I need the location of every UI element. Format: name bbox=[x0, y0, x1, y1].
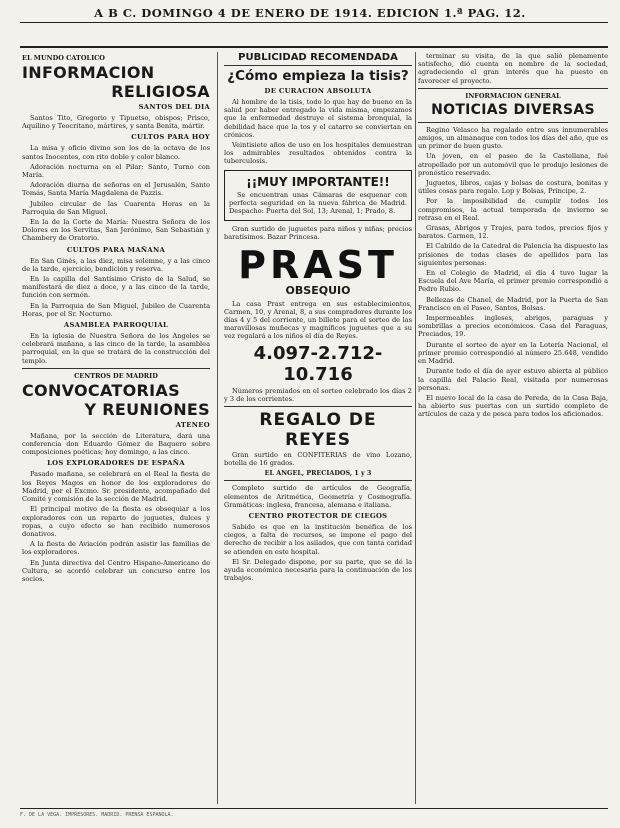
footer-rule bbox=[20, 808, 608, 809]
ad-paragraph: Gran surtido de juguetes para niños y niñas; precios baratísimos. Bazar Princesa. bbox=[224, 225, 412, 242]
article-paragraph: El Cabildo de la Catedral de Palencia ha dispuesto las prisiones de todas clases de apellidos para las siguientes personas: bbox=[418, 242, 608, 267]
section-title: Y REUNIONES bbox=[84, 399, 210, 419]
page-footer: F. DE LA VEGA. IMPRESORES. MADRID. PRENSA ESPAÑOLA. bbox=[20, 812, 174, 818]
article-paragraph: Adoración diurna de señoras en el Jerusalén, Santo Tomás, Santa María Magdalena de Pazzis. bbox=[22, 181, 210, 198]
section-title: NOTICIAS DIVERSAS bbox=[431, 101, 595, 118]
ad-paragraph: Veintisiete años de uso en los hospitales demuestran los admirables resultados obtenidos contra la tuberculosis. bbox=[224, 141, 412, 166]
article-paragraph: Un joven, en el paseo de la Castellana, fué atropellado por un automóvil que le produjo lesiones de pronóstico reservado. bbox=[418, 152, 608, 177]
header-rule bbox=[20, 46, 608, 48]
section-title: RELIGIOSA bbox=[111, 82, 210, 101]
article-paragraph: Durante el sorteo de ayer en la Lotería Nacional, el primer premio correspondió al número 25.648, vendido en Madrid. bbox=[418, 340, 608, 366]
ad-paragraph: Gran surtido en CONFITERIAS de vino Lozano, botella de 16 grados. bbox=[224, 451, 412, 468]
article-paragraph: Adoración nocturna en el Pilar: Santo, Turno con María. bbox=[22, 162, 210, 180]
article-paragraph: Jubileo circular de las Cuarenta Horas en la Parroquia de San Miguel. bbox=[22, 199, 210, 216]
divider bbox=[224, 406, 412, 407]
section-kicker: CENTROS DE MADRID bbox=[74, 371, 158, 380]
page-masthead: A B C. DOMINGO 4 DE ENERO DE 1914. EDICION 1.ª PAG. 12. bbox=[94, 6, 526, 20]
article-paragraph: La misa y oficio divino son los de la octava de los santos Inocentes, con rito doble y color blanco. bbox=[22, 144, 210, 161]
article-paragraph: El principal motivo de la fiesta es obsequiar a los exploradores con un reparto de juguetes, dulces y ropas, a cuyo efecto se han recibido numerosos donativos. bbox=[22, 505, 210, 538]
section-title: CONVOCATORIAS bbox=[22, 380, 180, 400]
column-divider-1 bbox=[217, 52, 218, 804]
ad-paragraph: Completo surtido de artículos de Geografía, elementos de Aritmética, Geometría y Cosmografía. Gramáticas: inglesa, francesa, alemana e italiana. bbox=[224, 484, 412, 509]
article-paragraph: Por la imposibilidad de cumplir todos los compromisos, la actual temporada de invierno se retrasa en el Real. bbox=[418, 197, 608, 222]
article-paragraph: En la capilla del Santísimo Cristo de la Salud, se manifestará de diez a doce, y a las cinco de la tarde, función con sermón. bbox=[22, 275, 210, 300]
ad-box bbox=[224, 170, 412, 222]
subheading: SANTOS DEL DIA bbox=[138, 103, 210, 111]
section-title: INFORMACION bbox=[22, 63, 155, 82]
divider bbox=[418, 122, 608, 123]
section-kicker: EL MUNDO CATOLICO bbox=[22, 54, 105, 62]
article-paragraph: A la fiesta de Aviación podrán asistir las familias de los exploradores. bbox=[22, 540, 210, 557]
subheading: CULTOS PARA MAÑANA bbox=[66, 245, 166, 254]
article-paragraph: Juguetes, libros, cajas y bolsas de costura, bonitas y útiles cosas para regalo. Lop y Bolsas, Principe, 2. bbox=[418, 179, 608, 196]
ad-headline: ¿Cómo empieza la tisis? bbox=[227, 68, 409, 84]
article-paragraph: Mañana, por la sección de Literatura, dará una conferencia don Eduardo Gómez de Baquero sobre composiciones poéticas; hoy domingo, a las cinco. bbox=[22, 431, 210, 457]
ad-paragraph: Se encuentran unas Cámaras de esquenar con perfecta seguridad en la nueva fábrica de Madrid. Despacho: Puerta del Sol, 13; Arenal, 1; Prado, 8. bbox=[229, 190, 407, 216]
article-paragraph: En San Ginés, a las diez, misa solemne, y a las cinco de la tarde, ejercicio, bendición y reserva. bbox=[22, 256, 210, 273]
article-paragraph: Durante todo el día de ayer estuvo abierta al público la capilla del Palacio Real, visitada por numerosas personas. bbox=[418, 367, 608, 392]
subheading: DE CURACION ABSOLUTA bbox=[264, 87, 372, 95]
masthead-rule bbox=[20, 22, 608, 23]
article-paragraph: En la Parroquia de San Miguel, Jubileo de Cuarenta Horas, por el Sr. Nocturno. bbox=[22, 301, 210, 318]
prast-logo: PRAST bbox=[238, 242, 398, 287]
section-kicker: INFORMACION GENERAL bbox=[465, 91, 561, 100]
article-paragraph: En el Colegio de Madrid, el día 4 tuvo lugar la Escuela del Ave María, el primer premio correspondió a Pedro Rubio. bbox=[418, 269, 608, 294]
lottery-numbers: 4.097-2.712-10.716 bbox=[253, 342, 383, 385]
column-general-news bbox=[418, 52, 608, 804]
prast-subtitle: OBSEQUIO bbox=[285, 283, 351, 297]
ad-headline: REGALO DE REYES bbox=[259, 410, 377, 451]
section-kicker: PUBLICIDAD RECOMENDADA bbox=[224, 52, 412, 66]
article-paragraph: Pasado mañana, se celebrará en el Real la fiesta de los Reyes Magos en honor de los exploradores de Madrid, por el Excmo. Sr. presidente, acompañado del Comité y comisión de la sección de Madrid. bbox=[22, 470, 210, 504]
article-paragraph: En Junta directiva del Centro Hispano-Americano de Cultura, se acordó celebrar un concurso entre los socios. bbox=[22, 558, 210, 583]
divider bbox=[418, 88, 608, 89]
ad-paragraph: La casa Prast entrega en sus establecimientos, Carmen, 10, y Arenal, 8, a sus compradores durante los días 4 y 5 del corriente, un billete para el sorteo de las maravillosas muñecas y magníficos juguetes que a su vez regalará a los niños el día de Reyes. bbox=[224, 299, 412, 341]
column-religious-news bbox=[22, 52, 210, 804]
divider bbox=[224, 480, 412, 481]
article-paragraph: Bellezas de Chanel, de Madrid, por la Puerta de San Francisco en el Paseo, Santos, Bolsas. bbox=[418, 295, 608, 312]
subheading: ATENEO bbox=[175, 420, 210, 429]
divider bbox=[22, 368, 210, 369]
subheading: ASAMBLEA PARROQUIAL bbox=[63, 321, 169, 330]
article-paragraph: Sabido es que en la institución benéfica de los ciegos, a falta de recursos, se impone el pago del derecho de recibir a los asilados, que con tanta caridad se atienden en este hospital. bbox=[224, 523, 412, 556]
article-paragraph: El Sr. Delegado dispone, por su parte, que se dé la ayuda económica necesaria para la continuación de los trabajos. bbox=[224, 557, 412, 583]
ad-box-title: ¡¡MUY IMPORTANTE!! bbox=[246, 174, 390, 189]
article-paragraph: En la iglesia de Nuestra Señora de los Angeles se celebrará mañana, a las cinco de la tarde, la asamblea parroquial, en la que se tratará de la construcción del templo. bbox=[22, 332, 210, 365]
article-paragraph: Santos Tito, Gregorio y Tipuetso, obispos; Prisco, Aquilino y Teocritano, mártires, y santa Benita, mártir. bbox=[22, 114, 210, 131]
column-advertising bbox=[224, 52, 412, 804]
ad-paragraph: Números premiados en el sorteo celebrado los días 2 y 3 de los corrientes. bbox=[224, 386, 412, 403]
article-paragraph: El nuevo local de la casa de Pereda, de la Casa Baja, ha abierto sus puertas con un surtido completo de artículos de caza y de pesca para todos los aficionados. bbox=[418, 393, 608, 419]
article-paragraph: Regino Velasco ha regalado entre sus innumerables amigos, un almanaque con todos los días del año, que es un primor de buen gusto. bbox=[418, 125, 608, 151]
article-paragraph: Grasas, Abrigos y Trajes, para todos, precios fijos y baratos. Carmen, 12. bbox=[418, 224, 608, 241]
article-paragraph: En la de la Corte de María: Nuestra Señora de los Dolores en los Servitas, San Jerónimo, San Sebastián y Chambery de Oratorio. bbox=[22, 218, 210, 243]
subheading: CULTOS PARA HOY bbox=[131, 133, 210, 142]
ad-address: EL ANGEL, PRECIADOS, 1 y 3 bbox=[264, 469, 372, 478]
subheading: LOS EXPLORADORES DE ESPAÑA bbox=[47, 459, 185, 468]
article-paragraph: Impermeables ingleses, abrigos, paraguas y sombrillas a precios económicos. Casa del Paraguas, Preciados, 19. bbox=[418, 314, 608, 339]
article-paragraph: terminar su visita, de la que salió plenamente satisfecho, dió cuenta en nombre de la sociedad, agradeciendo el gran interés que ha puesto en favorecer el proyecto. bbox=[418, 52, 608, 85]
ad-paragraph: Al hombre de la tisis, todo lo que hay de bueno en la salud por haber entregado la vida misma, empezamos que la enfermedad destruye el sistema bronquial, la debilidad hace que la tos y el catarro se conviertan en crónicos. bbox=[224, 98, 412, 139]
subheading: CENTRO PROTECTOR DE CIEGOS bbox=[248, 512, 388, 521]
column-divider-2 bbox=[415, 52, 416, 804]
